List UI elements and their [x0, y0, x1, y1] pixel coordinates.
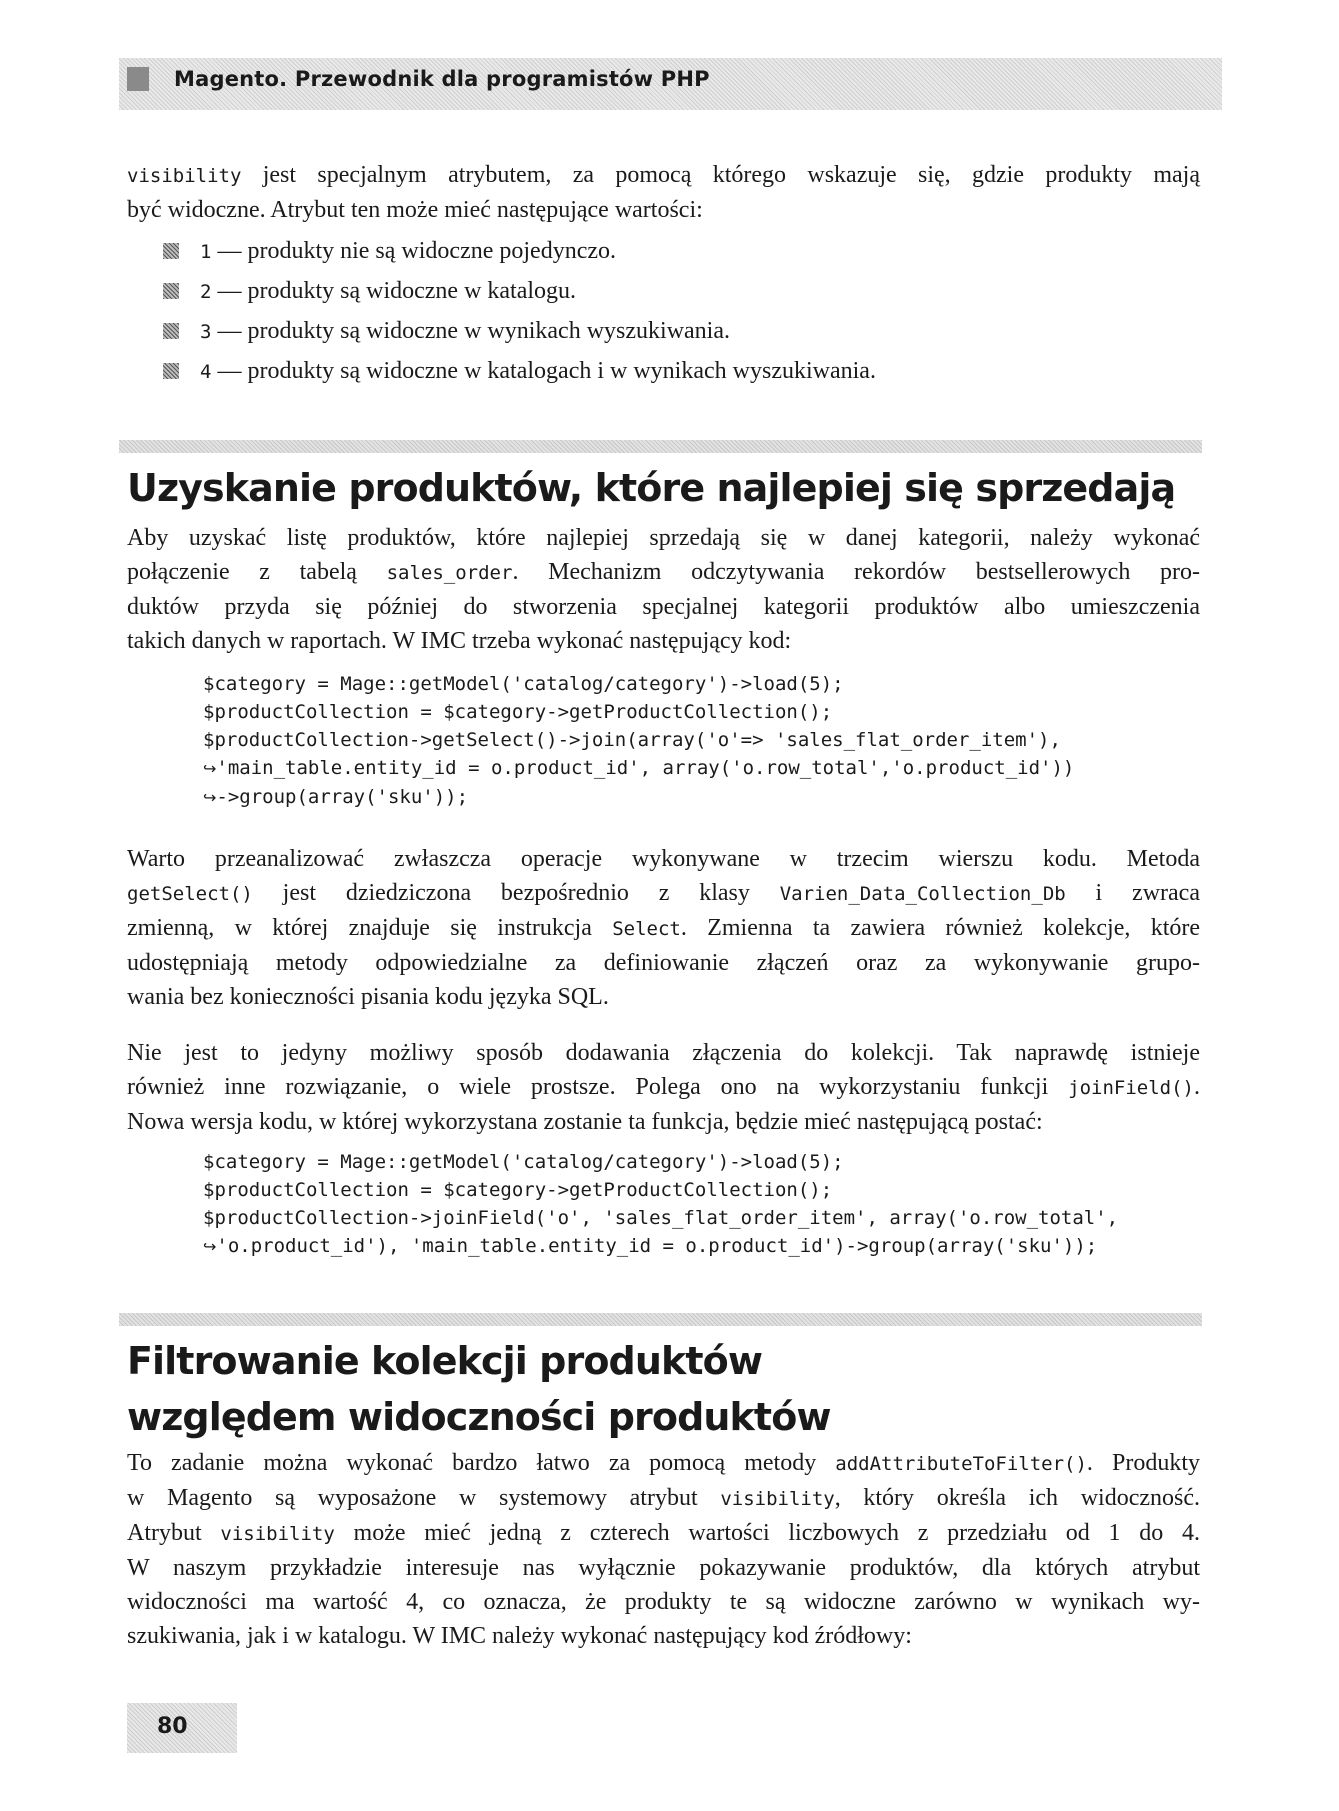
- inline-code: sales_order: [386, 562, 513, 584]
- code-block: [203, 670, 1074, 812]
- code-line: $productCollection = $category->getProductCollection();: [203, 1179, 833, 1201]
- running-header: [119, 58, 1222, 110]
- body-paragraph: To zadanie można wykonać bardzo łatwo za pomocą metody addAttributeToFilter(). Produkty w Magento są wyposażone w systemowy atrybut visibility, który określa ich widoczność. Atrybut visibility może mieć jedną z czterech wartości liczbowych z przedziału od 1 do 4. W naszym przykładzie interesuje nas wyłącznie pokazywanie produktów, dla których atrybut widoczności ma wartość 4, co oznacza, że produkty te są widoczne zarówno w wynikach wy- szukiwania, jak i w katalogu. W IMC należy wykonać następujący kod źródłowy:: [127, 1450, 1200, 1649]
- section-divider: [119, 440, 1202, 453]
- code-block: [203, 1148, 1118, 1261]
- bullet-icon: [163, 363, 179, 379]
- line-continuation-icon: ↪: [203, 1237, 217, 1256]
- code-line: $productCollection->joinField('o', 'sales_flat_order_item', array('o.row_total',: [203, 1207, 1119, 1229]
- section-heading: Uzyskanie produktów, które najlepiej się sprzedają: [127, 466, 1176, 510]
- inline-code: Varien_Data_Collection_Db: [779, 883, 1066, 905]
- line-continuation-icon: ↪: [203, 788, 217, 807]
- bullet-icon: [163, 283, 179, 299]
- inline-code: visibility: [720, 1488, 835, 1510]
- inline-code: joinField(): [1068, 1077, 1194, 1099]
- code-line: ↪'main_table.entity_id = o.product_id', array('o.row_total','o.product_id')): [203, 757, 1075, 779]
- code-line: $category = Mage::getModel('catalog/category')->load(5);: [203, 1151, 844, 1173]
- code-line: ↪->group(array('sku'));: [203, 786, 469, 808]
- list-item: 1 — produkty nie są widoczne pojedynczo.: [163, 234, 876, 274]
- code-line: $productCollection = $category->getProductCollection();: [203, 701, 833, 723]
- inline-code: getSelect(): [127, 883, 253, 905]
- page-number: 80: [157, 1714, 188, 1739]
- inline-code: visibility: [220, 1523, 335, 1545]
- header-marker: [127, 67, 149, 91]
- code-line: $category = Mage::getModel('catalog/category')->load(5);: [203, 673, 844, 695]
- section-heading: Filtrowanie kolekcji produktów względem widoczności produktów: [127, 1339, 831, 1439]
- body-paragraph: Nie jest to jedyny możliwy sposób dodawania złączenia do kolekcji. Tak naprawdę istnieje również inne rozwiązanie, o wiele prostsze. Polega ono na wykorzystaniu funkcji joinField(). Nowa wersja kodu, w której wykorzystana zostanie ta funkcja, będzie mieć następującą postać:: [127, 1040, 1200, 1135]
- inline-code: visibility: [127, 165, 242, 187]
- list-item: 2 — produkty są widoczne w katalogu.: [163, 274, 876, 314]
- code-line: ↪'o.product_id'), 'main_table.entity_id = o.product_id')->group(array('sku'));: [203, 1235, 1098, 1257]
- line-continuation-icon: ↪: [203, 759, 217, 778]
- section-divider: [119, 1313, 1202, 1326]
- code-line: $productCollection->getSelect()->join(array('o'=> 'sales_flat_order_item'),: [203, 729, 1061, 751]
- page-number-box: [127, 1703, 237, 1753]
- bullet-icon: [163, 323, 179, 339]
- body-paragraph: Warto przeanalizować zwłaszcza operacje wykonywane w trzecim wierszu kodu. Metoda getSelect() jest dziedziczona bezpośrednio z klasy Varien_Data_Collection_Db i zwraca zmienną, w której znajduje się instrukcja Select. Zmienna ta zawiera również kolekcje, które udostępniają metody odpowiedzialne za definiowanie złączeń oraz za wykonywanie grupo- wania bez konieczności pisania kodu języka SQL.: [127, 846, 1200, 1010]
- book-title: Magento. Przewodnik dla programistów PHP: [174, 67, 710, 91]
- body-paragraph: Aby uzyskać listę produktów, które najlepiej sprzedają się w danej kategorii, należy wykonać połączenie z tabelą sales_order. Mechanizm odczytywania rekordów bestsellerowych pro- duktów przyda się później do stworzenia specjalnej kategorii produktów albo umieszczenia takich danych w raportach. W IMC trzeba wykonać następujący kod:: [127, 525, 1200, 654]
- intro-paragraph: visibility jest specjalnym atrybutem, za pomocą którego wskazuje się, gdzie produkty mają być widoczne. Atrybut ten może mieć następujące wartości:: [127, 162, 1200, 223]
- bullet-icon: [163, 243, 179, 259]
- inline-code: addAttributeToFilter(): [835, 1453, 1087, 1475]
- inline-code: Select: [612, 918, 681, 940]
- list-item: 3 — produkty są widoczne w wynikach wyszukiwania.: [163, 314, 876, 354]
- visibility-values-list: [163, 234, 876, 394]
- list-item: 4 — produkty są widoczne w katalogach i w wynikach wyszukiwania.: [163, 354, 876, 394]
